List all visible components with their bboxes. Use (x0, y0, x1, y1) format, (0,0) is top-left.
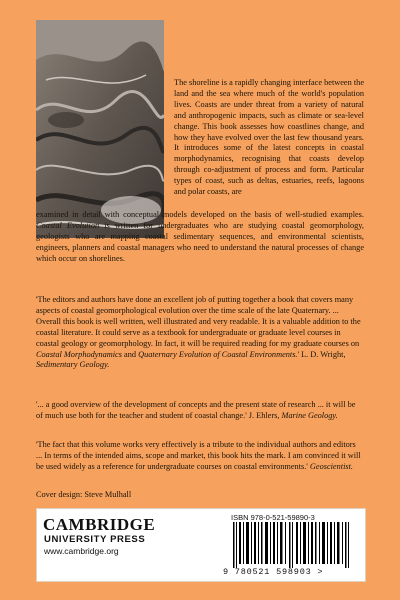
barcode-digits: 9 780521 598903 > (223, 567, 324, 577)
review2-text: '... a good overview of the development of concepts and the present state of research ... it will be of much use both for the teacher and student of coastal change.' J. Ehlers, (36, 400, 356, 420)
review-wright (36, 295, 364, 371)
publisher-subtitle: UNIVERSITY PRESS (44, 534, 146, 545)
review2-source: Marine Geology. (281, 410, 338, 420)
barcode-icon (233, 522, 357, 568)
publisher-name: CAMBRIDGE (43, 515, 156, 534)
review-ehlers (36, 400, 364, 422)
publisher-footer (36, 508, 366, 582)
review1-course2: Quaternary Evolution of Coastal Environments. (138, 349, 298, 359)
review3-text: 'The fact that this volume works very effectively is a tribute to the individual authors and editors ... In terms of the intended aims, scope and market, this book hits the mark. I am convinced it will be used widely as a reference for undergraduate courses on coastal environments.' (36, 440, 361, 471)
intro-book-title: Coastal Evolution (36, 220, 100, 230)
intro-text-a: examined in detail with conceptual models developed on the basis of well-studied examples. (36, 210, 364, 219)
review-geoscientist (36, 440, 364, 473)
review3-source: Geoscientist. (309, 461, 353, 471)
cover-photo-coastline (36, 20, 164, 238)
coastline-aerial-image (36, 20, 164, 238)
cover-design-credit: Cover design: Steve Mulhall (36, 490, 132, 499)
intro-text-b: is written for undergraduates who are studying coastal geomorphology, geologists who are mapping coastal sedimentary sequences, and environmental scientists, engineers, planners and coastal managers who need to understand the natural processes of change which occur on shorelines. (36, 220, 364, 263)
intro-paragraph-lower (36, 210, 364, 265)
review1-text: 'The editors and authors have done an excellent job of putting together a book that covers many aspects of coastal geomorphological evolution over the time scale of the late Quaternary. ... Overall this book is well written, well illustrated and very readable. It is a valuable addition to the coastal literature. It could serve as a textbook for undergraduate or graduate level courses in coastal geology or geomorphology. In fact, it will be required reading for my graduate courses on (36, 295, 361, 348)
review1-and: and (124, 349, 137, 359)
isbn-label: ISBN 978-0-521-59890-3 (231, 513, 315, 522)
review1-author: ' L. D. Wright, (297, 349, 346, 359)
review1-course1: Coastal Morphodynamics (36, 349, 122, 359)
publisher-url[interactable]: www.cambridge.org (44, 546, 119, 556)
review1-source: Sedimentary Geology. (36, 360, 110, 370)
intro-paragraph-upper: The shoreline is a rapidly changing interface between the land and the sea where much of the world's population lives. Coasts are under threat from a variety of natural and anthropogenic impacts, such as climate or sea-level change. This book assesses how coastlines change, and how they have evolved over the last few thousand years. It introduces some of the latest concepts in coastal morphodynamics, recognising that coasts develop through co-adjustment of process and form. Particular types of coast, such as deltas, estuaries, reefs, lagoons and polar coasts, are (174, 78, 364, 197)
